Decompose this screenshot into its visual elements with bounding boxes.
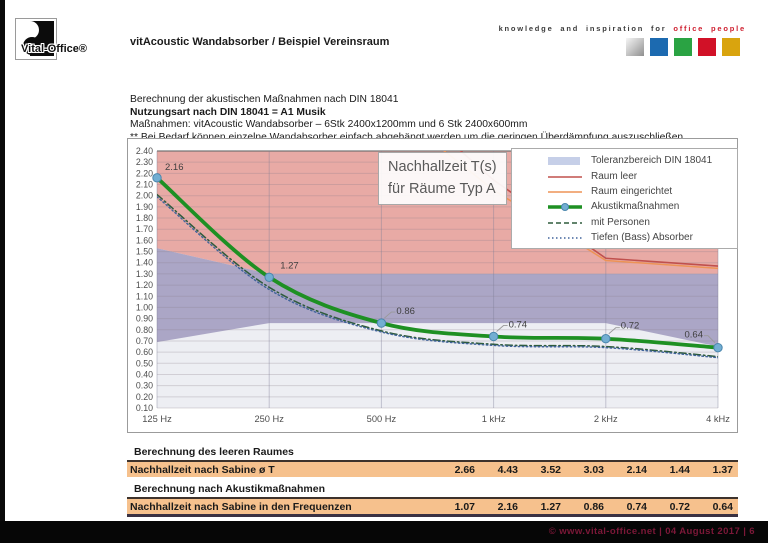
marker-point [602, 335, 610, 343]
brand-color-squares [626, 38, 740, 56]
table-value-cell: 0.86 [583, 500, 604, 513]
intro-line-3: Maßnahmen: vitAcoustic Wandabsorber – 6Stk 2400x1200mm und 6 Stk 2400x600mm [130, 119, 528, 131]
legend-item [546, 168, 737, 183]
y-tick-label: 0.20 [135, 391, 153, 402]
x-tick-label: 125 Hz [142, 414, 172, 424]
page-left-border [0, 0, 5, 543]
marker-point [489, 332, 497, 340]
y-tick-label: 0.10 [135, 403, 153, 413]
y-tick-label: 2.10 [135, 179, 153, 190]
y-tick-label: 2.20 [135, 168, 153, 179]
x-tick-label: 4 kHz [706, 414, 730, 424]
table-value-cell: 1.44 [669, 463, 690, 476]
y-tick-label: 1.70 [135, 224, 153, 235]
data-point-label: 0.86 [396, 306, 415, 318]
y-tick-label: 1.00 [135, 302, 153, 313]
chart-title-box [378, 152, 507, 205]
table-section-heading: Berechnung des leeren Raumes [134, 446, 294, 458]
y-tick-label: 1.80 [135, 213, 153, 224]
x-tick-label: 2 kHz [593, 414, 618, 424]
table-value-cell: 2.16 [497, 500, 518, 513]
legend-sample-icon [546, 231, 584, 244]
data-point-label: 1.27 [280, 260, 299, 272]
intro-line-2: Nutzungsart nach DIN 18041 = A1 Musik [130, 106, 326, 118]
brand-square-gold [722, 38, 740, 56]
table-row-label: Nachhallzeit nach Sabine in den Frequenzen [130, 500, 352, 513]
legend-item-label: Raum eingerichtet [591, 185, 673, 197]
marker-point [153, 174, 161, 182]
y-tick-label: 0.70 [135, 335, 153, 346]
legend-item [546, 184, 737, 199]
marker-point [714, 343, 722, 351]
data-point-label: 2.16 [165, 161, 184, 173]
legend-sample-icon [546, 185, 584, 198]
legend-sample-icon [546, 154, 584, 167]
legend-item [546, 153, 737, 168]
legend-item-label: Tiefen (Bass) Absorber [591, 232, 693, 244]
y-tick-label: 1.60 [135, 235, 153, 246]
y-tick-label: 2.30 [135, 157, 153, 168]
y-tick-label: 1.20 [135, 280, 153, 291]
legend-item [546, 230, 737, 245]
tagline-accent: office people [673, 24, 746, 33]
reverberation-chart [127, 138, 738, 433]
y-tick-label: 1.50 [135, 246, 153, 257]
legend-item-label: mit Personen [591, 216, 650, 228]
y-tick-label: 1.90 [135, 201, 153, 212]
y-tick-label: 0.80 [135, 324, 153, 335]
table-value-cell: 3.52 [540, 463, 561, 476]
chart-legend [511, 148, 738, 249]
table-row [127, 497, 738, 517]
chart-title-line2: für Räume Typ A [388, 181, 496, 197]
tagline-plain: knowledge and inspiration for [498, 24, 667, 33]
table-value-cell: 0.64 [712, 500, 733, 513]
marker-point [265, 273, 273, 281]
legend-item [546, 215, 737, 230]
y-tick-label: 0.30 [135, 380, 153, 391]
brand-square-red [698, 38, 716, 56]
brand-tagline [499, 24, 746, 33]
y-tick-label: 0.50 [135, 358, 153, 369]
table-value-cell: 2.66 [454, 463, 475, 476]
y-tick-label: 2.40 [135, 146, 153, 156]
x-tick-label: 250 Hz [254, 414, 284, 424]
y-tick-label: 1.10 [135, 291, 153, 302]
y-tick-label: 0.90 [135, 313, 153, 324]
page-footer: © www.vital-office.net | 04 August 2017 | 6 [0, 521, 768, 543]
y-tick-label: 0.40 [135, 369, 153, 380]
marker-point [377, 319, 385, 327]
y-tick-label: 0.60 [135, 347, 153, 358]
data-point-label: 0.72 [620, 320, 640, 332]
table-value-cell: 0.74 [626, 500, 647, 513]
data-point-label: 0.64 [684, 329, 703, 341]
brand-square-green [674, 38, 692, 56]
table-value-cell: 1.27 [540, 500, 561, 513]
y-tick-label: 2.00 [135, 190, 153, 201]
table-value-cell: 0.72 [669, 500, 690, 513]
legend-item-label: Toleranzbereich DIN 18041 [591, 155, 713, 167]
y-tick-label: 1.30 [135, 268, 153, 279]
page-title: vitAcoustic Wandabsorber / Beispiel Vereinsraum [130, 36, 390, 48]
table-row-label: Nachhallzeit nach Sabine ø T [130, 463, 275, 476]
table-value-cell: 2.14 [626, 463, 647, 476]
calculation-tables [127, 444, 738, 517]
table-value-cell: 1.07 [454, 500, 475, 513]
logo-wordmark: Vital-Office® [21, 43, 87, 55]
table-value-cell: 1.37 [712, 463, 733, 476]
legend-sample-icon [546, 216, 584, 229]
x-tick-label: 1 kHz [481, 414, 506, 424]
table-row [127, 460, 738, 477]
y-tick-label: 1.40 [135, 257, 153, 268]
data-point-label: 0.74 [508, 319, 528, 331]
brand-square-blue [650, 38, 668, 56]
legend-item [546, 199, 737, 214]
legend-item-label: Raum leer [591, 170, 638, 182]
intro-line-1: Berechnung der akustischen Maßnahmen nach DIN 18041 [130, 94, 399, 105]
intro-paragraph [130, 94, 683, 144]
legend-sample-icon [546, 170, 584, 183]
brand-square-silver [626, 38, 644, 56]
legend-item-label: Akustikmaßnahmen [591, 201, 680, 213]
x-tick-label: 500 Hz [366, 414, 397, 424]
chart-title-line1: Nachhallzeit T(s) [388, 159, 497, 175]
legend-sample-icon [546, 200, 584, 213]
table-value-cell: 3.03 [583, 463, 604, 476]
table-value-cell: 4.43 [497, 463, 518, 476]
table-section-heading: Berechnung nach Akustikmaßnahmen [134, 483, 325, 495]
